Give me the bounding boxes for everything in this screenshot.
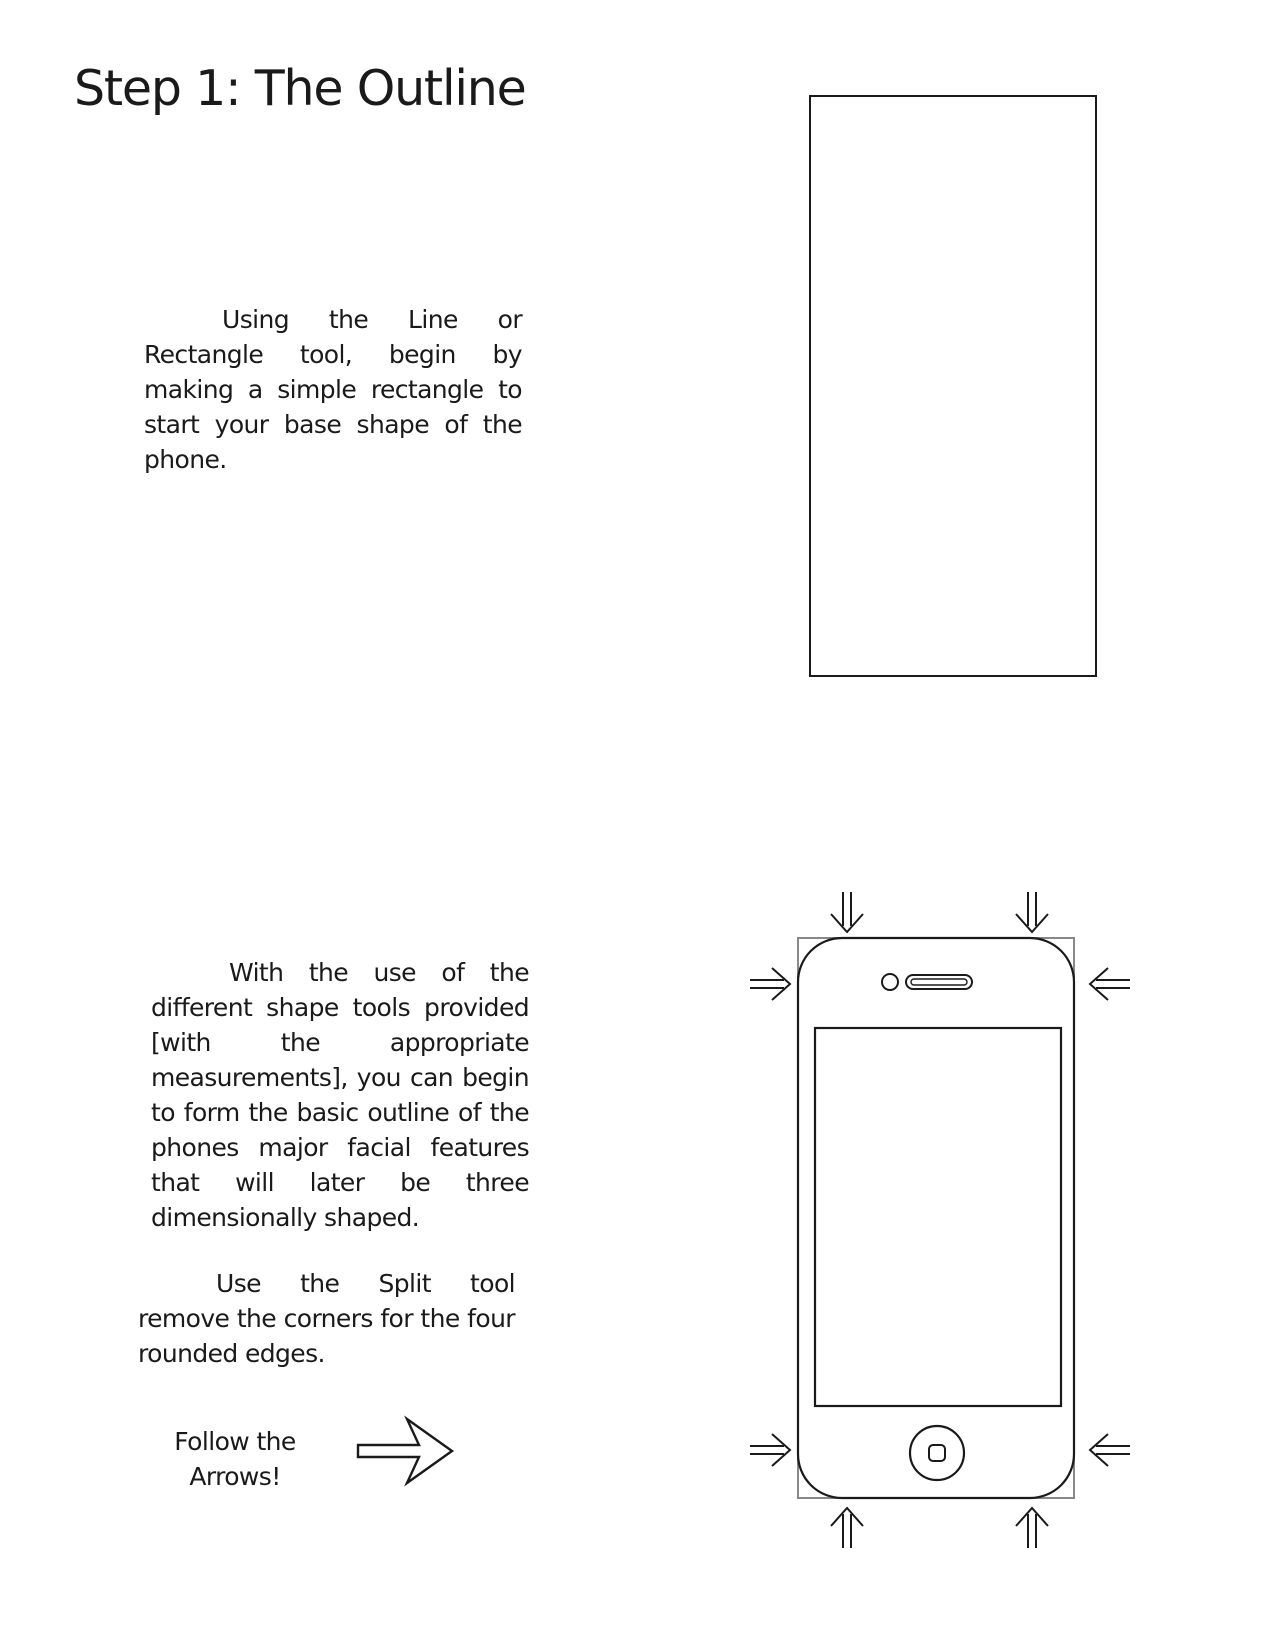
- phone-outline-illustration: [740, 880, 1140, 1560]
- front-camera: [882, 974, 898, 990]
- home-button-square: [929, 1445, 945, 1461]
- follow-arrows-callout: [160, 1424, 310, 1494]
- callout-line-1: Follow the: [174, 1427, 296, 1456]
- up-arrow-icon: [831, 1508, 863, 1548]
- down-arrow-icon: [1016, 892, 1048, 932]
- down-arrow-icon: [831, 892, 863, 932]
- bounding-rectangle: [798, 938, 1074, 1498]
- right-arrow-icon: [750, 1434, 790, 1466]
- callout-line-2: Arrows!: [189, 1462, 281, 1491]
- home-button: [910, 1426, 964, 1480]
- left-arrow-icon: [1090, 1434, 1130, 1466]
- phone-screen: [815, 1028, 1061, 1406]
- shape-tools-paragraph: With the use of the different shape tools provided [with the appropriate measurements], you can begin to form the basic outline of the phones major facial features that will later be three dimensionally shaped.: [151, 958, 529, 1232]
- base-rectangle: [809, 95, 1099, 679]
- left-arrow-icon: [1090, 968, 1130, 1000]
- outline-paragraph: Using the Line or Rectangle tool, begin by making a simple rectangle to start your base shape of the phone.: [144, 305, 522, 474]
- right-arrow-icon: [750, 968, 790, 1000]
- up-arrow-icon: [1016, 1508, 1048, 1548]
- page-title: Step 1: The Outline: [74, 60, 526, 117]
- phone-body: [798, 938, 1074, 1498]
- speaker-slot: [906, 975, 972, 989]
- split-tool-paragraph: Use the Split tool remove the corners for the four rounded edges.: [138, 1269, 515, 1368]
- pointer-arrow-icon: [355, 1415, 455, 1487]
